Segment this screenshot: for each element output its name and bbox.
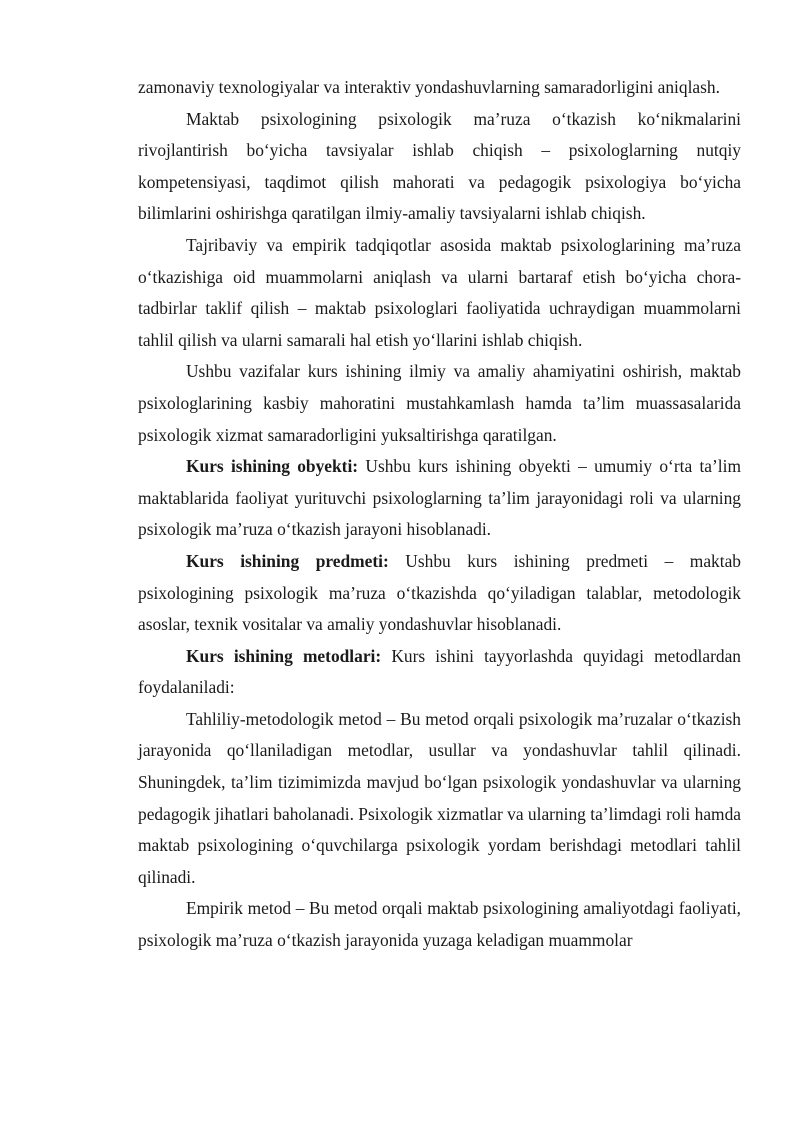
paragraph-heading: Kurs ishining metodlari: bbox=[186, 645, 382, 666]
paragraph-empirical-research bbox=[138, 230, 741, 356]
paragraph-object bbox=[138, 451, 741, 546]
paragraph-text: Maktab psixologining psixologik ma’ruza o‘tkazish ko‘nikmalarini rivojlantirish bo‘yicha tavsiyalar ishlab chiqish – psixologlarning nutqiy kompetensiyasi, taqdimot qilish mahorati va pedagogik psixologiya bo‘yicha bilimlarini oshirishga qaratilgan ilmiy-amaliy tavsiyalarni ishlab chiqish. bbox=[138, 108, 741, 224]
paragraph-text: Kurs ishini tayyorlashda quyidagi metodlardan foydalaniladi: bbox=[138, 645, 741, 698]
paragraph-analytical-method bbox=[138, 704, 741, 894]
paragraph-text: Ushbu vazifalar kurs ishining ilmiy va amaliy ahamiyatini oshirish, maktab psixologlarining kasbiy mahoratini mustahkamlash hamda ta’lim muassasalarida psixologik xizmat samaradorligini yuksaltirishga qaratilgan. bbox=[138, 361, 741, 445]
paragraph-objectives-end bbox=[138, 72, 741, 104]
paragraph-heading: Kurs ishining obyekti: bbox=[186, 456, 359, 477]
paragraph-methods bbox=[138, 641, 741, 704]
paragraph-text: Ushbu kurs ishining obyekti – umumiy o‘rta ta’lim maktablarida faoliyat yurituvchi psixologlarning ta’lim jarayonidagi roli va ularning psixologik ma’ruza o‘tkazish jarayoni hisoblanadi. bbox=[138, 456, 741, 540]
paragraph-text: Empirik metod – Bu metod orqali maktab psixologining amaliyotdagi faoliyati, psixologik ma’ruza o‘tkazish jarayonida yuzaga keladigan muammolar bbox=[138, 898, 741, 951]
paragraph-heading: Kurs ishining predmeti: bbox=[186, 550, 389, 571]
paragraph-subject bbox=[138, 546, 741, 641]
paragraph-text: Tahliliy-metodologik metod – Bu metod orqali psixologik ma’ruzalar o‘tkazish jarayonida qo‘llaniladigan metodlar, usullar va yondashuvlar tahlil qilinadi. Shuningdek, ta’lim tizimimizda mavjud bo‘lgan psixologik yondashuvlar va ularning pedagogik jihatlari baholanadi. Psixologik xizmatlar va ularning ta’limdagi roli hamda maktab psixologining o‘quvchilarga psixologik yordam berishdagi metodlari tahlil qilinadi. bbox=[138, 708, 741, 887]
paragraph-empirical-method bbox=[138, 893, 741, 956]
paragraph-text: Ushbu kurs ishining predmeti – maktab psixologining psixologik ma’ruza o‘tkazishda qo‘yiladigan talablar, metodologik asoslar, texnik vositalar va amaliy yondashuvlar hisoblanadi. bbox=[138, 550, 741, 635]
paragraph-recommendations bbox=[138, 104, 741, 230]
document-page bbox=[138, 72, 741, 957]
paragraph-tasks-summary bbox=[138, 356, 741, 451]
paragraph-text: Tajribaviy va empirik tadqiqotlar asosida maktab psixologlarining ma’ruza o‘tkazishiga oid muammolarni aniqlash va ularni bartaraf etish bo‘yicha chora-tadbirlar taklif qilish – maktab psixologlari faoliyatida uchraydigan muammolarni tahlil qilish va ularni samarali hal etish yo‘llarini ishlab chiqish. bbox=[138, 234, 741, 350]
paragraph-text: zamonaviy texnologiyalar va interaktiv yondashuvlarning samaradorligini aniqlash. bbox=[138, 77, 720, 97]
